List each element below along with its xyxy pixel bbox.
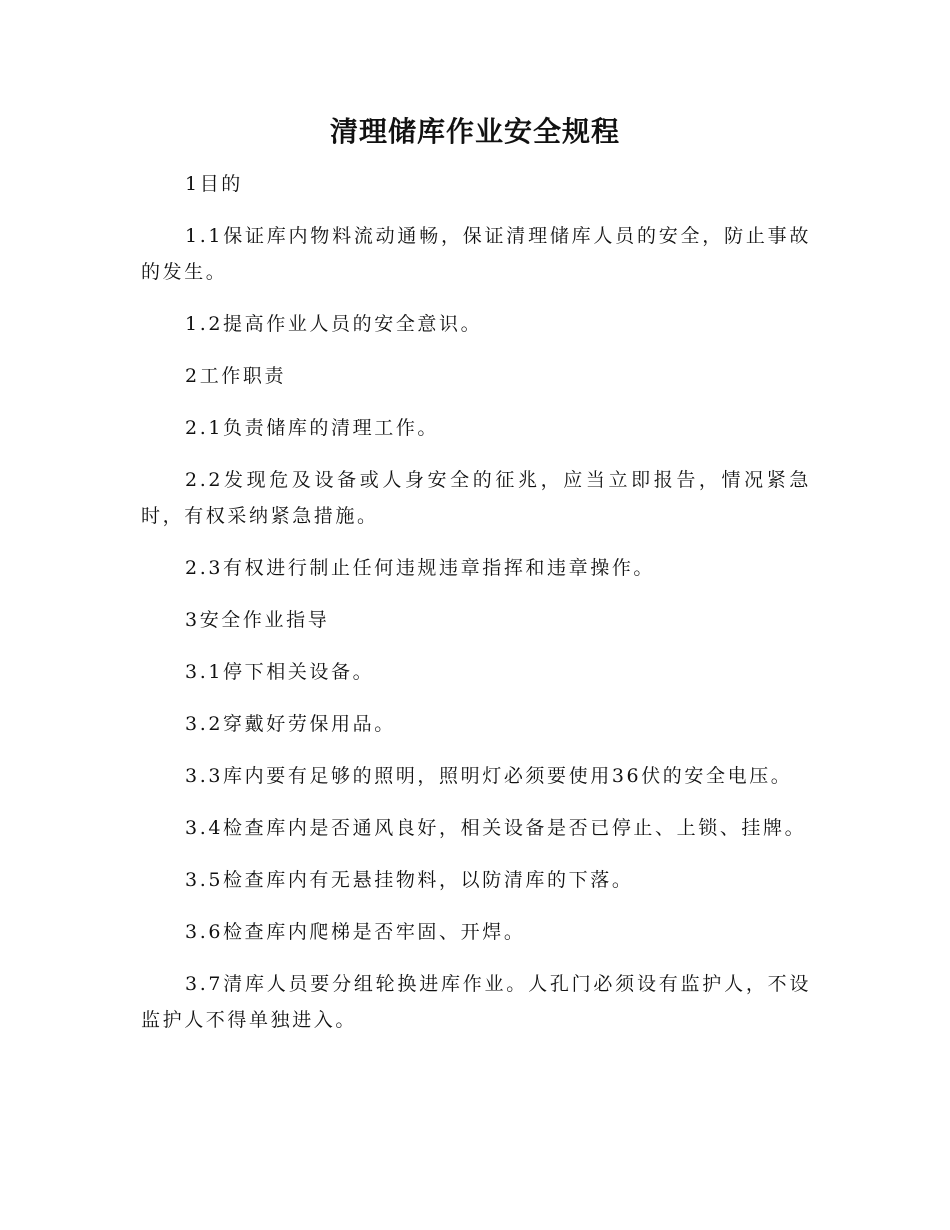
paragraph-3-5: 3.5检查库内有无悬挂物料，以防清库的下落。 <box>185 869 634 891</box>
paragraph-1-1: 1.1保证库内物料流动通畅，保证清理储库人员的安全，防止事故的发生。 <box>141 225 811 283</box>
heading-responsibilities: 2工作职责 <box>185 365 287 387</box>
paragraph-3-2: 3.2穿戴好劳保用品。 <box>185 713 396 735</box>
heading-purpose: 1目的 <box>185 173 243 195</box>
paragraph-2-2: 2.2发现危及设备或人身安全的征兆，应当立即报告，情况紧急时，有权采纳紧急措施。 <box>141 469 811 527</box>
paragraph-2-3: 2.3有权进行制止任何违规违章指挥和违章操作。 <box>185 557 656 579</box>
paragraph-3-1: 3.1停下相关设备。 <box>185 661 375 683</box>
paragraph-3-7: 3.7清库人员要分组轮换进库作业。人孔门必须设有监护人，不设监护人不得单独进入。 <box>141 973 811 1031</box>
heading-safety-guidance: 3安全作业指导 <box>185 609 330 631</box>
paragraph-3-3: 3.3库内要有足够的照明，照明灯必须要使用36伏的安全电压。 <box>185 765 793 787</box>
paragraph-3-4: 3.4检查库内是否通风良好，相关设备是否已停止、上锁、挂牌。 <box>185 817 807 839</box>
document-title: 清理储库作业安全规程 <box>329 115 620 148</box>
paragraph-3-6: 3.6检查库内爬梯是否牢固、开焊。 <box>185 921 526 943</box>
paragraph-2-1: 2.1负责储库的清理工作。 <box>185 417 440 439</box>
document-body <box>141 166 811 1054</box>
paragraph-1-2: 1.2提高作业人员的安全意识。 <box>185 313 483 335</box>
